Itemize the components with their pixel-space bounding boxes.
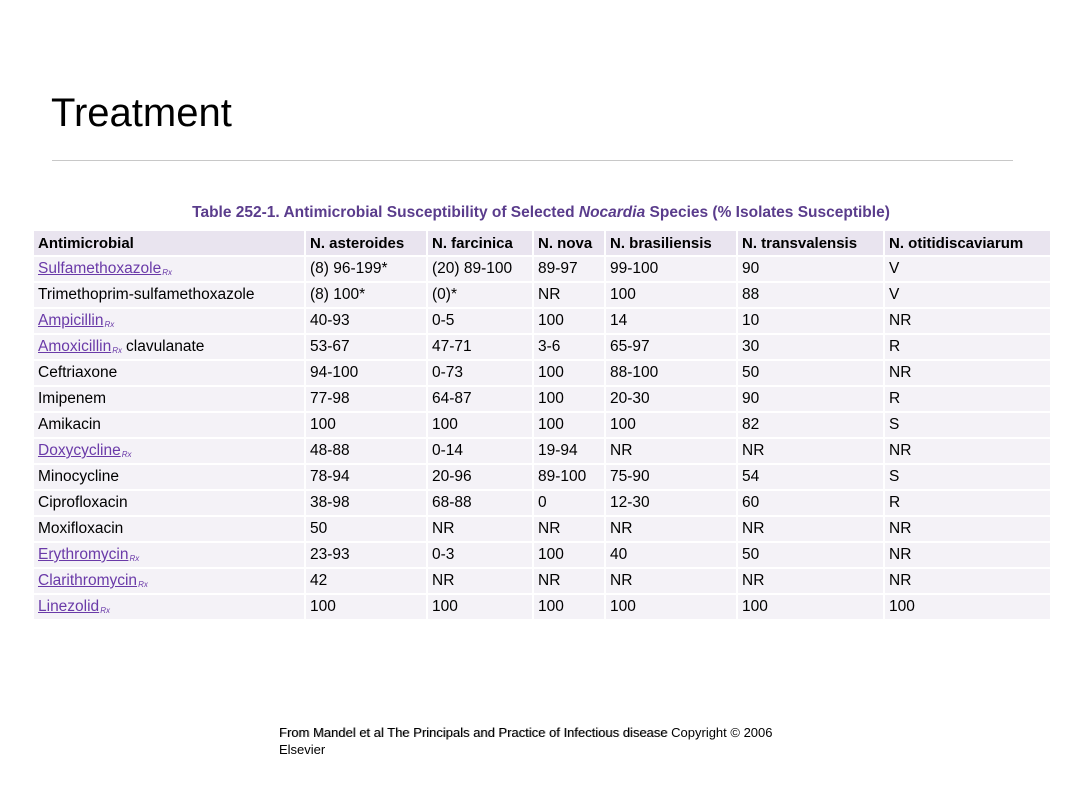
table-row xyxy=(34,257,1050,281)
value-cell: NR xyxy=(606,569,736,593)
drug-suffix: clavulanate xyxy=(126,338,205,355)
value-cell: NR xyxy=(885,439,1050,463)
drug-cell xyxy=(34,335,304,359)
value-cell: (8) 100* xyxy=(306,283,426,307)
value-cell: 100 xyxy=(534,361,604,385)
value-cell: 40-93 xyxy=(306,309,426,333)
value-cell: NR xyxy=(885,309,1050,333)
drug-cell xyxy=(34,309,304,333)
value-cell: 75-90 xyxy=(606,465,736,489)
value-cell: 0-73 xyxy=(428,361,532,385)
value-cell: NR xyxy=(738,517,883,541)
drug-link[interactable]: Amoxicillin xyxy=(38,338,112,355)
value-cell: 23-93 xyxy=(306,543,426,567)
value-cell: 68-88 xyxy=(428,491,532,515)
table-row xyxy=(34,543,1050,567)
value-cell: 90 xyxy=(738,257,883,281)
drug-cell xyxy=(34,387,304,411)
value-cell: S xyxy=(885,465,1050,489)
drug-link[interactable]: Clarithromycin xyxy=(38,572,138,589)
drug-name: Moxifloxacin xyxy=(38,520,124,537)
value-cell: 88 xyxy=(738,283,883,307)
table-row xyxy=(34,361,1050,385)
value-cell: 20-30 xyxy=(606,387,736,411)
value-cell: R xyxy=(885,491,1050,515)
table-row xyxy=(34,387,1050,411)
caption-text-start: Table 252-1. Antimicrobial Susceptibility of Selected xyxy=(192,204,579,221)
table-row xyxy=(34,283,1050,307)
drug-link[interactable]: Doxycycline xyxy=(38,442,121,459)
caption-text-end: Species (% Isolates Susceptible) xyxy=(645,204,890,221)
table-caption xyxy=(32,204,1050,222)
rx-icon[interactable]: Rx xyxy=(129,554,140,563)
rx-icon[interactable]: Rx xyxy=(121,450,132,459)
table-row xyxy=(34,517,1050,541)
drug-name: Trimethoprim-sulfamethoxazole xyxy=(38,286,255,303)
value-cell: NR xyxy=(428,569,532,593)
drug-link[interactable]: Erythromycin xyxy=(38,546,129,563)
value-cell: 90 xyxy=(738,387,883,411)
value-cell: NR xyxy=(534,283,604,307)
value-cell: NR xyxy=(885,361,1050,385)
rx-icon[interactable]: Rx xyxy=(104,320,115,329)
source-citation: From Mandel et al The Principals and Practice of Infectious disease xyxy=(279,725,668,740)
value-cell: V xyxy=(885,283,1050,307)
value-cell: 89-97 xyxy=(534,257,604,281)
drug-cell xyxy=(34,569,304,593)
value-cell: NR xyxy=(885,517,1050,541)
drug-name: Ceftriaxone xyxy=(38,364,118,381)
drug-cell xyxy=(34,257,304,281)
value-cell: 19-94 xyxy=(534,439,604,463)
value-cell: NR xyxy=(428,517,532,541)
value-cell: 53-67 xyxy=(306,335,426,359)
rx-icon[interactable]: Rx xyxy=(162,268,172,277)
value-cell: 50 xyxy=(738,543,883,567)
column-header: N. asteroides xyxy=(306,231,426,255)
column-header: N. nova xyxy=(534,231,604,255)
table-row xyxy=(34,491,1050,515)
value-cell: 100 xyxy=(534,595,604,619)
drug-cell xyxy=(34,465,304,489)
value-cell: (0)* xyxy=(428,283,532,307)
value-cell: (8) 96-199* xyxy=(306,257,426,281)
rx-icon[interactable]: Rx xyxy=(112,346,122,355)
value-cell: NR xyxy=(534,517,604,541)
value-cell: 100 xyxy=(428,595,532,619)
value-cell: 0 xyxy=(534,491,604,515)
table-row xyxy=(34,595,1050,619)
value-cell: 100 xyxy=(534,387,604,411)
table-row xyxy=(34,569,1050,593)
value-cell: 99-100 xyxy=(606,257,736,281)
drug-cell xyxy=(34,491,304,515)
drug-cell xyxy=(34,361,304,385)
value-cell: 42 xyxy=(306,569,426,593)
value-cell: 100 xyxy=(606,595,736,619)
value-cell: 38-98 xyxy=(306,491,426,515)
value-cell: 12-30 xyxy=(606,491,736,515)
table-row xyxy=(34,439,1050,463)
caption-genus: Nocardia xyxy=(578,204,646,221)
value-cell: 100 xyxy=(606,413,736,437)
table-row xyxy=(34,309,1050,333)
susceptibility-table xyxy=(32,229,1052,621)
table-row xyxy=(34,335,1050,359)
value-cell: S xyxy=(885,413,1050,437)
drug-cell xyxy=(34,595,304,619)
value-cell: 3-6 xyxy=(534,335,604,359)
value-cell: 0-3 xyxy=(428,543,532,567)
copyright-notice: Copyright © 2006 Elsevier xyxy=(279,725,773,757)
value-cell: 54 xyxy=(738,465,883,489)
table-row xyxy=(34,465,1050,489)
value-cell: 64-87 xyxy=(428,387,532,411)
drug-name: Amikacin xyxy=(38,416,101,433)
column-header: N. brasiliensis xyxy=(606,231,736,255)
value-cell: NR xyxy=(885,543,1050,567)
table-body xyxy=(34,257,1050,619)
value-cell: R xyxy=(885,335,1050,359)
source-note xyxy=(279,724,809,758)
value-cell: 94-100 xyxy=(306,361,426,385)
rx-icon[interactable]: Rx xyxy=(138,580,148,589)
table-row xyxy=(34,413,1050,437)
value-cell: 100 xyxy=(885,595,1050,619)
drug-cell xyxy=(34,543,304,567)
value-cell: 100 xyxy=(534,309,604,333)
drug-link[interactable]: Ampicillin xyxy=(38,312,104,329)
value-cell: 50 xyxy=(738,361,883,385)
value-cell: 14 xyxy=(606,309,736,333)
slide-title: Treatment xyxy=(51,91,232,135)
drug-cell xyxy=(34,413,304,437)
rx-icon[interactable]: Rx xyxy=(100,606,110,615)
value-cell: 78-94 xyxy=(306,465,426,489)
drug-cell xyxy=(34,517,304,541)
value-cell: 20-96 xyxy=(428,465,532,489)
value-cell: NR xyxy=(606,517,736,541)
value-cell: 88-100 xyxy=(606,361,736,385)
column-header: N. transvalensis xyxy=(738,231,883,255)
value-cell: 100 xyxy=(534,543,604,567)
value-cell: 50 xyxy=(306,517,426,541)
drug-link[interactable]: Sulfamethoxazole xyxy=(38,260,162,277)
value-cell: 0-5 xyxy=(428,309,532,333)
value-cell: 0-14 xyxy=(428,439,532,463)
value-cell: 100 xyxy=(534,413,604,437)
value-cell: 47-71 xyxy=(428,335,532,359)
value-cell: 100 xyxy=(606,283,736,307)
value-cell: R xyxy=(885,387,1050,411)
value-cell: 65-97 xyxy=(606,335,736,359)
value-cell: 100 xyxy=(738,595,883,619)
value-cell: 30 xyxy=(738,335,883,359)
value-cell: NR xyxy=(534,569,604,593)
value-cell: 77-98 xyxy=(306,387,426,411)
value-cell: NR xyxy=(606,439,736,463)
value-cell: 100 xyxy=(428,413,532,437)
drug-name: Imipenem xyxy=(38,390,107,407)
drug-name: Ciprofloxacin xyxy=(38,494,128,511)
value-cell: 82 xyxy=(738,413,883,437)
value-cell: V xyxy=(885,257,1050,281)
value-cell: NR xyxy=(738,439,883,463)
value-cell: 100 xyxy=(306,413,426,437)
value-cell: (20) 89-100 xyxy=(428,257,532,281)
column-header: Antimicrobial xyxy=(34,231,304,255)
value-cell: 48-88 xyxy=(306,439,426,463)
drug-name: Minocycline xyxy=(38,468,119,485)
value-cell: 40 xyxy=(606,543,736,567)
drug-cell xyxy=(34,283,304,307)
value-cell: 89-100 xyxy=(534,465,604,489)
drug-link[interactable]: Linezolid xyxy=(38,598,100,615)
value-cell: NR xyxy=(885,569,1050,593)
title-divider xyxy=(52,160,1013,161)
table-header-row xyxy=(34,231,1050,255)
column-header: N. otitidiscaviarum xyxy=(885,231,1050,255)
column-header: N. farcinica xyxy=(428,231,532,255)
value-cell: 10 xyxy=(738,309,883,333)
value-cell: NR xyxy=(738,569,883,593)
drug-cell xyxy=(34,439,304,463)
value-cell: 60 xyxy=(738,491,883,515)
value-cell: 100 xyxy=(306,595,426,619)
